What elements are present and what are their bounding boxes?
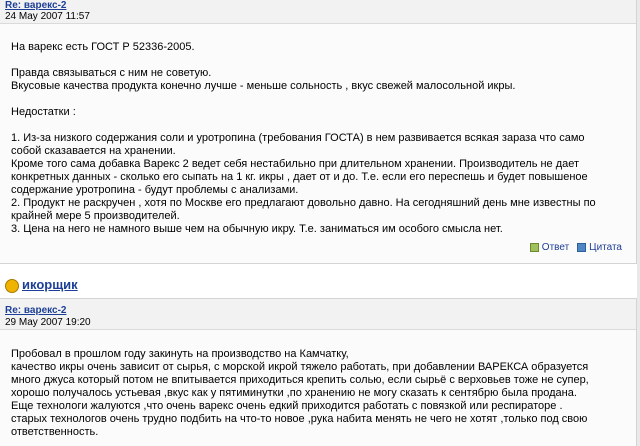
post-1-line: Недостатки : [11,106,76,118]
post-2-line: хорошо получалось устьевая ,вкус как у пятиминутки ,по хранению не могу сказать к сентябрю была продана. [11,387,577,399]
post-2-date: 29 May 2007 19:20 [5,317,91,328]
post-1-line: 1. Из-за низкого содержания соли и уротропина (требования ГОСТА) в нем развивается всякая зараза что само [11,132,585,144]
post-1-line: собой сказавается на хранении. [11,145,176,157]
post-2-author-row [0,276,640,298]
quote-label: Цитата [589,242,622,253]
post-1-line: Правда связываться с ним не советую. [11,67,212,79]
post-1-date: 24 May 2007 11:57 [5,11,90,22]
post-1-line: Вкусовые качества продукта конечно лучше - меньше сольность , вкус свежей малосольной икры. [11,80,516,92]
post-2-line: ответственность. [11,426,99,438]
post-1-line: Кроме того сама добавка Варекс 2 ведет себя нестабильно при длительном хранении. Производитель не дает [11,158,580,170]
reply-icon [530,243,539,252]
post-2 [0,298,637,446]
post-1-subject-link[interactable]: Re: варекс-2 [5,0,67,11]
post-1-line: На варекс есть ГОСТ Р 52336-2005. [11,41,195,53]
quote-button[interactable] [577,242,622,253]
post-1-line: содержание уротропина - будут проблемы с анализами. [11,184,299,196]
user-avatar-icon [5,279,19,293]
post-1-line: 2. Продукт не раскручен , хотя по Москве его предлагают довольно давно. На сегодняшний день мне известны по [11,197,596,209]
post-2-subject-link[interactable]: Re: варекс-2 [5,305,67,316]
quote-icon [577,243,586,252]
post-1-line: крайней мере 5 производителей. [11,210,180,222]
post-2-line: старых технологов очень трудно подбить на что-то новое ,рука набита менять не чего не хотят ,только под свою [11,413,588,425]
post-1-line: 3. Цена на него не намного выше чем на обычную икру. Т.е. заниматься им особого смысла нет. [11,223,503,235]
post-1-header [0,0,636,24]
reply-button[interactable] [530,242,569,253]
post-2-header [0,299,636,330]
reply-label: Ответ [541,242,570,253]
post-1-line: конкретных данных - сколько его сыпать на 1 кг. икры , дает от и до. Т.е. если его переспешь и будет повышеное [11,171,588,183]
post-2-line: много джуса который потом не впитывается приходиться крепить солью, если сырьё с верховьев тоже не супер, [11,374,589,386]
post-2-line: Пробовал в прошлом году закинуть на производство на Камчатку, [11,348,349,360]
post-1-actions [530,242,622,253]
post-2-author-link[interactable]: икорщик [22,277,78,292]
post-2-line: Еще технологи жалуются ,что очень варекс очень едкий приходится работать с повязкой или респираторе . [11,400,563,412]
post-2-line: качество икры очень зависит от сырья, с морской икрой тяжело работать, при добавлении ВАРЕКСА образуется [11,361,589,373]
